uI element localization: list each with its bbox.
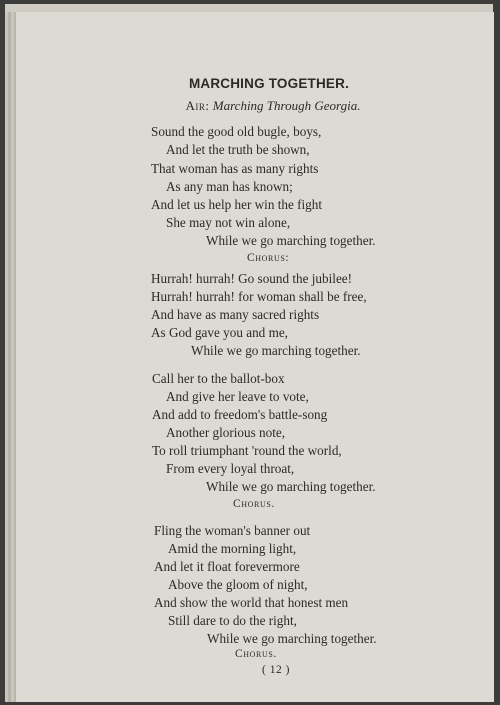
verse-line: Another glorious note, [166, 425, 286, 440]
verse-line: And show the world that honest men [154, 595, 349, 610]
verse-line: And add to freedom's battle-song [152, 407, 328, 422]
verse-line: While we go marching together. [206, 479, 376, 494]
air-label: Air: [185, 98, 210, 113]
chorus-line: Hurrah! hurrah! for woman shall be free, [151, 289, 367, 304]
verse-line: She may not win alone, [166, 215, 291, 230]
song-title: MARCHING TOGETHER. [188, 76, 350, 91]
verse-line: Amid the morning light, [168, 541, 297, 556]
verse-line: That woman has as many rights [151, 161, 319, 176]
verse-line: Still dare to do the right, [168, 613, 297, 628]
song-page [16, 12, 494, 702]
chorus-label: Chorus: [247, 252, 290, 264]
chorus-line: While we go marching together. [191, 343, 361, 358]
page-number: ( 12 ) [262, 664, 290, 676]
verse-line: Sound the good old bugle, boys, [151, 124, 322, 139]
verse-line: And let us help her win the fight [151, 197, 323, 212]
air-tune: Marching Through Georgia. [212, 98, 361, 113]
chorus-line: Hurrah! hurrah! Go sound the jubilee! [151, 271, 353, 286]
chorus-line: And have as many sacred rights [151, 307, 320, 322]
chorus-label: Chorus. [233, 498, 275, 510]
air-line [16, 98, 494, 114]
verse-line: To roll triumphant 'round the world, [152, 443, 342, 458]
verse-line: As any man has known; [166, 179, 293, 194]
verse-line: And let the truth be shown, [166, 142, 310, 157]
chorus-label: Chorus. [235, 648, 277, 660]
verse-line: And let it float forevermore [154, 559, 300, 574]
verse-line: Above the gloom of night, [168, 577, 308, 592]
verse-line: While we go marching together. [207, 631, 377, 646]
verse-line: And give her leave to vote, [166, 389, 309, 404]
chorus-line: As God gave you and me, [151, 325, 288, 340]
verse-line: While we go marching together. [206, 233, 376, 248]
verse-line: Call her to the ballot-box [152, 371, 285, 386]
verse-line: Fling the woman's banner out [154, 523, 311, 538]
verse-line: From every loyal throat, [166, 461, 295, 476]
